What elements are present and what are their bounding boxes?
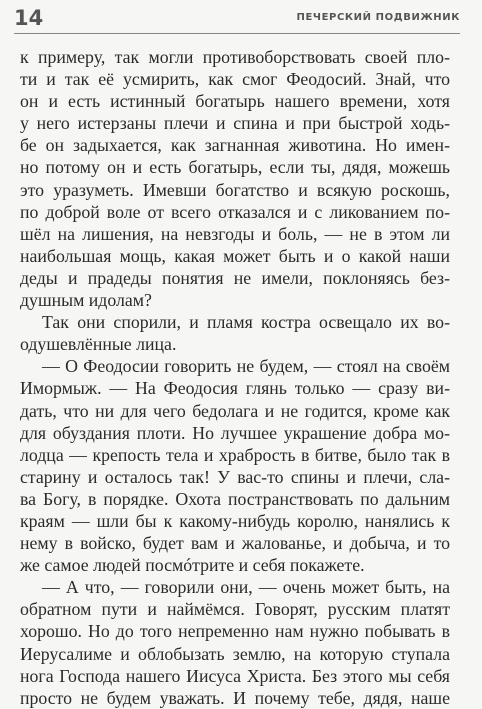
text-line: хорошо. Но до того непременно нам нужно побывать в [20, 621, 450, 642]
text-line: краям — шли бы к какому-нибудь королю, нанялись к [20, 510, 450, 531]
text-line: старину и осталось так! У вас-то спины и плечи, сла- [20, 466, 450, 487]
text-line: наибольшая мощь, какая может быть и о какой наши [20, 245, 450, 266]
text-line: просто не будем уважать. И почему тебе, дядя, наше [20, 687, 450, 708]
text-line: обратном пути и наймёмся. Говорят, русским платят [20, 599, 450, 620]
header-rule [14, 33, 460, 34]
text-line: нему в войско, будет вам и жалованье, и добыча, и то [20, 533, 450, 554]
text-line: ва Богу, в порядке. Охота постранствовать по дальним [20, 488, 450, 509]
text-line: — А что, — говорили они, — очень может быть, на [42, 577, 450, 598]
running-title: ПЕЧЕРСКИЙ ПОДВИЖНИК [296, 12, 460, 23]
text-line: но потому он и есть богатырь, если ты, дядя, можешь [20, 157, 450, 178]
text-line: Имормыж. — На Феодосия глянь только — сразу ви- [20, 378, 450, 399]
text-line: для обуздания плоти. Но лучшее украшение добра мо- [20, 422, 450, 443]
text-line: же самое людей посмóтрите и себя покажете. [20, 555, 365, 576]
text-line: — О Феодосии говорить не будем, — стоял на своём [42, 356, 450, 377]
text-line: ти и так её усмирить, как смог Феодосий. Знай, что [20, 69, 450, 90]
text-line: нога Господа нашего Иисуса Христа. Без этого мы себя [20, 665, 450, 686]
text-line: лодца — крепость тела и храбрость в битве, было так в [20, 444, 450, 465]
text-line: по доброй воле от всего отказался и с ликованием по- [20, 201, 450, 222]
text-line: у него истерзаны плечи и спина и при быстрой ходь- [20, 113, 450, 134]
page-header [0, 0, 482, 42]
text-line: Так они спорили, и пламя костра освещало их во- [42, 312, 450, 333]
text-line: одушевлённые лица. [20, 334, 177, 355]
text-line: к примеру, так могли противоборствовать своей пло- [20, 47, 450, 67]
text-line: это уразуметь. Имевши богатство и всякую роскошь, [20, 179, 450, 200]
text-line: бе он задыхается, как загнанная животина. Но имен- [20, 135, 450, 156]
text-line: душным идолам? [20, 290, 152, 311]
body-text [20, 46, 450, 709]
text-line: дать, что ни для чего бедолага и не годится, кроме как [20, 400, 450, 421]
text-line: Иерусалиме и облобызать землю, на которую ступала [20, 643, 450, 664]
text-line: шёл на лишения, на невзгоды и боль, — не в этом ли [20, 223, 450, 244]
page-number: 14 [14, 6, 44, 30]
text-line: он и есть истинный богатырь нашего времени, хотя [20, 91, 450, 112]
text-line: деды и прадеды понятия не имели, поклоняясь без- [20, 267, 450, 288]
